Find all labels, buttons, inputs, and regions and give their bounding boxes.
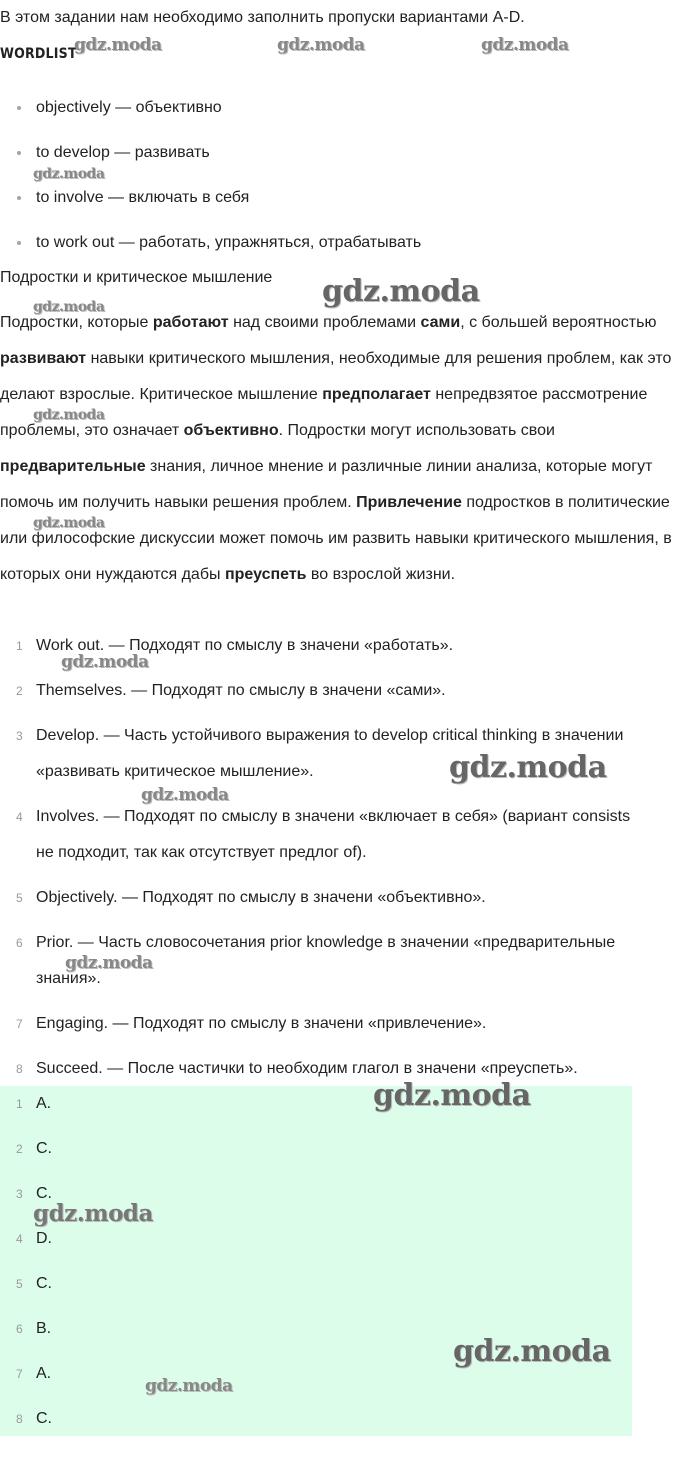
answer-text: A. xyxy=(36,1365,52,1382)
item-number: 6 xyxy=(16,1322,23,1336)
answer-item xyxy=(0,1405,632,1450)
explanation-item xyxy=(0,1006,640,1042)
watermark: gdz.moda xyxy=(33,299,105,315)
explanation-text: Objectively. — Подходят по смыслу в значени «объективно». xyxy=(36,889,486,906)
highlighted-word: предполагает xyxy=(322,386,431,403)
answer-text: C. xyxy=(36,1140,52,1157)
watermark: gdz.moda xyxy=(74,35,162,55)
answer-item xyxy=(0,1180,632,1225)
paragraph-text: . Подростки могут использовать свои xyxy=(278,422,555,439)
item-number: 3 xyxy=(16,729,23,743)
explanations-list xyxy=(0,628,640,1096)
item-number: 8 xyxy=(16,1412,23,1426)
task-intro: В этом задании нам необходимо заполнить пропуски вариантами A-D. xyxy=(0,9,525,26)
explanation-text: Work out. — Подходят по смыслу в значени «работать». xyxy=(36,637,454,654)
highlighted-word: сами xyxy=(420,314,461,331)
wordlist xyxy=(0,86,660,266)
highlighted-word: предварительные xyxy=(0,458,146,475)
watermark: gdz.moda xyxy=(33,407,105,423)
item-number: 1 xyxy=(16,639,23,653)
answer-text: D. xyxy=(36,1230,52,1247)
paragraph-text: знания, личное мнение и различные линии анализа, которые могут помочь им получить навыки решения проблем. xyxy=(0,458,653,511)
explanation-text: Themselves. — Подходят по смыслу в значени «сами». xyxy=(36,682,446,699)
watermark: gdz.moda xyxy=(33,166,105,182)
item-number: 2 xyxy=(16,684,23,698)
answer-text: C. xyxy=(36,1275,52,1292)
watermark: gdz.moda xyxy=(481,35,569,55)
item-number: 4 xyxy=(16,1232,23,1246)
explanation-item xyxy=(0,880,640,916)
answer-text: C. xyxy=(36,1410,52,1427)
wordlist-item xyxy=(0,131,660,176)
item-number: 4 xyxy=(16,810,23,824)
item-number: 8 xyxy=(16,1062,23,1076)
answer-item xyxy=(0,1225,632,1270)
watermark: gdz.moda xyxy=(453,1334,611,1369)
explanation-item xyxy=(0,1051,640,1087)
answer-item xyxy=(0,1135,632,1180)
watermark: gdz.moda xyxy=(277,35,365,55)
highlighted-word: развивают xyxy=(0,350,87,367)
highlighted-word: объективно xyxy=(183,422,279,439)
explanation-item xyxy=(0,925,640,997)
watermark: gdz.moda xyxy=(61,652,149,672)
answer-item xyxy=(0,1315,632,1360)
answers-box xyxy=(0,1086,632,1436)
watermark: gdz.moda xyxy=(65,953,153,973)
wordlist-text: to involve — включать в себя xyxy=(36,189,250,206)
bullet-icon xyxy=(17,151,21,155)
bullet-icon xyxy=(17,196,21,200)
wordlist-heading: WORDLIST xyxy=(0,46,77,62)
bullet-icon xyxy=(17,241,21,245)
watermark: gdz.moda xyxy=(145,1376,233,1396)
answer-item xyxy=(0,1360,632,1405)
highlighted-word: Привлечение xyxy=(356,494,462,511)
watermark: gdz.moda xyxy=(373,1078,531,1113)
item-number: 3 xyxy=(16,1187,23,1201)
translated-paragraph xyxy=(0,305,680,593)
explanation-text: Succeed. — После частички to необходим глагол в значени «преуспеть». xyxy=(36,1060,578,1077)
explanation-text: Prior. — Часть словосочетания prior knowledge в значении «предварительные знания». xyxy=(36,934,616,987)
wordlist-item xyxy=(0,176,660,221)
item-number: 2 xyxy=(16,1142,23,1156)
answer-text: A. xyxy=(36,1095,52,1112)
wordlist-item xyxy=(0,221,660,266)
paragraph-text: над своими проблемами xyxy=(228,314,421,331)
paragraph-text: навыки критического мышления, необходимые для решения проблем, как это делают взрослые. Критическое мышление xyxy=(0,350,672,403)
explanation-text: Engaging. — Подходят по смыслу в значени «привлечение». xyxy=(36,1015,487,1032)
wordlist-text: to develop — развивать xyxy=(36,144,210,161)
explanation-item xyxy=(0,628,640,664)
watermark: gdz.moda xyxy=(141,785,229,805)
watermark: gdz.moda xyxy=(322,274,480,309)
answer-text: B. xyxy=(36,1320,52,1337)
answers-list xyxy=(0,1086,632,1450)
paragraph-text: непредвзятое рассмотрение проблемы, это означает xyxy=(0,386,648,439)
bullet-icon xyxy=(17,106,21,110)
explanation-text: Develop. — Часть устойчивого выражения to develop critical thinking в значении «развивать критическое мышление». xyxy=(36,727,624,780)
paragraph-text: во взрослой жизни. xyxy=(306,566,456,583)
paragraph-text: , с большей вероятностью xyxy=(460,314,657,331)
watermark: gdz.moda xyxy=(449,750,607,785)
wordlist-text: to work out — работать, упражняться, отрабатывать xyxy=(36,234,422,251)
item-number: 5 xyxy=(16,891,23,905)
highlighted-word: преуспеть xyxy=(224,566,307,583)
text-title: Подростки и критическое мышление xyxy=(0,269,273,286)
item-number: 5 xyxy=(16,1277,23,1291)
wordlist-text: objectively — объективно xyxy=(36,99,222,116)
item-number: 7 xyxy=(16,1367,23,1381)
answer-item xyxy=(0,1090,632,1135)
watermark: gdz.moda xyxy=(33,1200,153,1227)
item-number: 7 xyxy=(16,1017,23,1031)
explanation-text: Involves. — Подходят по смыслу в значени «включает в себя» (вариант consists не подходит, так как отсутствует предлог of). xyxy=(36,808,631,861)
wordlist-item xyxy=(0,86,660,131)
item-number: 6 xyxy=(16,936,23,950)
explanation-item xyxy=(0,718,640,790)
paragraph-text: подростков в политические или философские дискуссии может помочь им развить навыки критического мышления, в которых они нуждаются дабы xyxy=(0,494,672,583)
item-number: 1 xyxy=(16,1097,23,1111)
answer-item xyxy=(0,1270,632,1315)
paragraph-text: Подростки, которые xyxy=(0,314,153,331)
explanation-item xyxy=(0,673,640,709)
answer-text: C. xyxy=(36,1185,52,1202)
explanation-item xyxy=(0,799,640,871)
highlighted-word: работают xyxy=(152,314,229,331)
watermark: gdz.moda xyxy=(33,515,105,531)
